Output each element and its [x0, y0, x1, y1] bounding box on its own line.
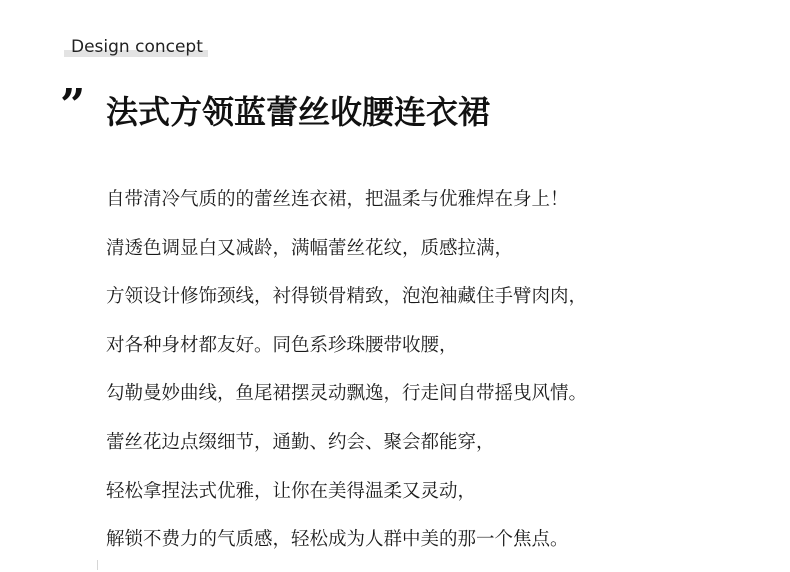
description-line: 轻松拿捏法式优雅，让你在美得温柔又灵动，: [106, 480, 477, 502]
description-line: 方领设计修饰颈线，衬得锁骨精致，泡泡袖藏住手臂肉肉，: [106, 286, 588, 308]
description-line: 自带清冷气质的的蕾丝连衣裙，把温柔与优雅焊在身上！: [106, 189, 569, 210]
page-title: 法式方领蓝蕾丝收腰连衣裙: [106, 93, 491, 131]
description-line: 解锁不费力的气质感，轻松成为人群中美的那一个焦点。: [106, 529, 569, 551]
page-edge-divider: [97, 560, 98, 570]
description-line: 勾勒曼妙曲线，鱼尾裙摆灵动飘逸，行走间自带摇曳风情。: [106, 383, 588, 405]
quote-mark-icon: ”: [60, 80, 86, 131]
design-concept-label: Design concept: [71, 37, 203, 57]
description-line: 蕾丝花边点缀细节，通勤、约会、聚会都能穿，: [106, 431, 495, 453]
description-line: 清透色调显白又减龄，满幅蕾丝花纹，质感拉满，: [106, 237, 514, 259]
description-body: [106, 183, 766, 572]
description-line: 对各种身材都友好。同色系珍珠腰带收腰，: [106, 334, 458, 356]
